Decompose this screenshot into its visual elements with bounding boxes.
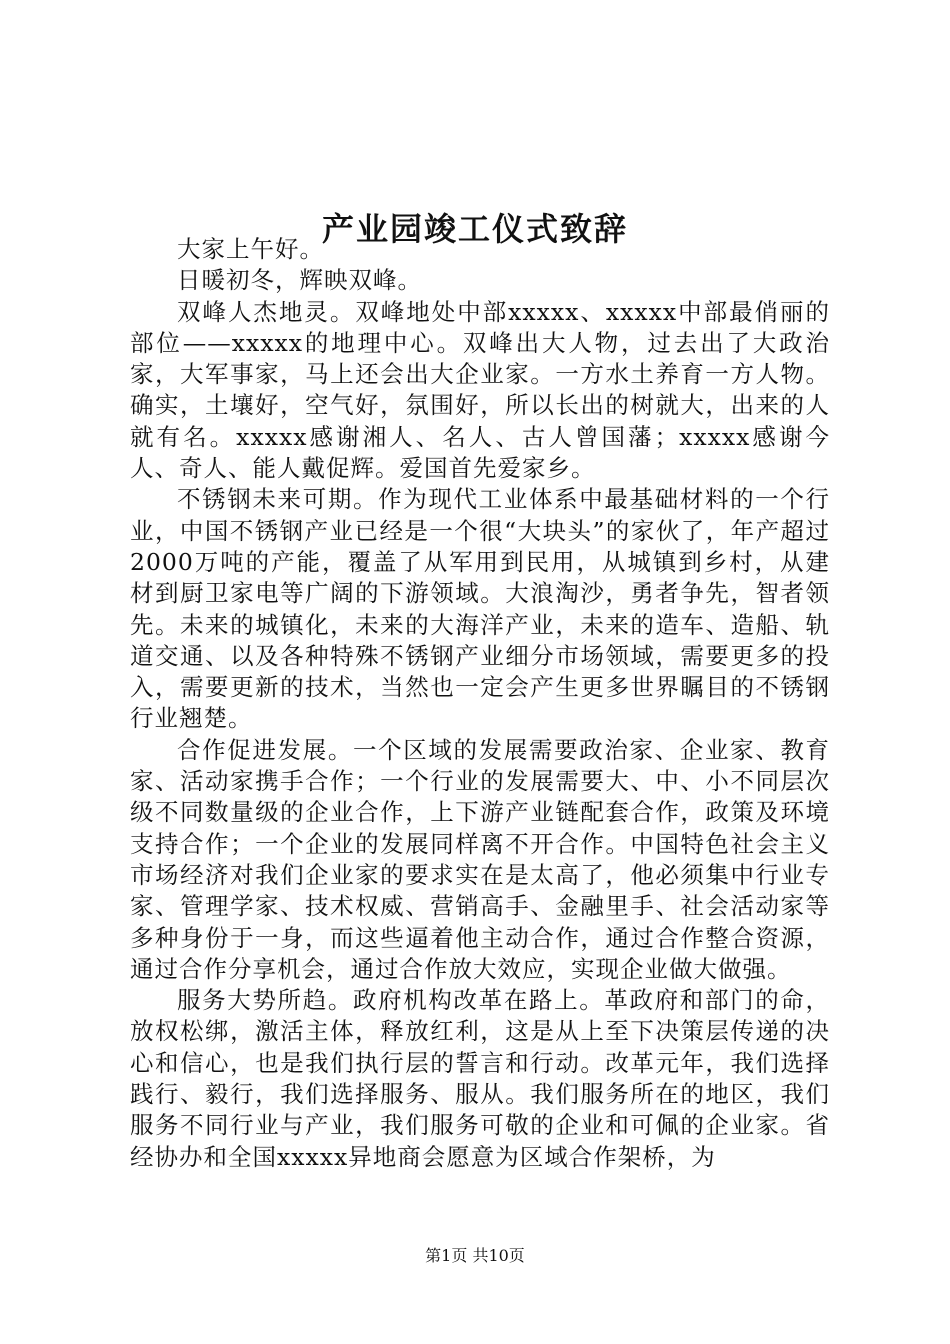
paragraph-stainless-steel: 不锈钢未来可期。作为现代工业体系中最基础材料的一个行业，中国不锈钢产业已经是一个很“大块头”的家伙了，年产超过2000万吨的产能，覆盖了从军用到民用，从城镇到乡村，从建材到厨卫家电等广阔的下游领域。大浪淘沙，勇者争先，智者领先。未来的城镇化，未来的大海洋产业，未来的造车、造船、轨道交通、以及各种特殊不锈钢产业细分市场领域，需要更多的投入，需要更新的技术，当然也一定会产生更多世界瞩目的不锈钢行业翘楚。 [130, 485, 830, 733]
paragraph-opening: 日暖初冬，辉映双峰。 [177, 266, 422, 295]
page-number-footer: 第1页 共10页 [425, 1246, 525, 1265]
document-body [130, 234, 830, 1173]
paragraph-shuangfeng: 双峰人杰地灵。双峰地处中部xxxxx、xxxxx中部最俏丽的部位——xxxxx的地理中心。双峰出大人物，过去出了大政治家，大军事家，马上还会出大企业家。一方水土养育一方人物。确实，土壤好，空气好，氛围好，所以长出的树就大，出来的人就有名。xxxxx感谢湘人、名人、古人曾国藩；xxxxx感谢今人、奇人、能人戴促辉。爱国首先爱家乡。 [130, 297, 830, 483]
paragraph-service: 服务大势所趋。政府机构改革在路上。革政府和部门的命，放权松绑，激活主体，释放红利，这是从上至下决策层传递的决心和信心，也是我们执行层的誓言和行动。改革元年，我们选择践行、毅行，我们选择服务、服从。我们服务所在的地区，我们服务不同行业与产业，我们服务可敬的企业和可佩的企业家。省经协办和全国xxxxx异地商会愿意为区域合作架桥，为 [130, 986, 830, 1171]
paragraph-greeting: 大家上午好。 [177, 235, 324, 263]
paragraph-cooperation: 合作促进发展。一个区域的发展需要政治家、企业家、教育家、活动家携手合作；一个行业的发展需要大、中、小不同层次级不同数量级的企业合作，上下游产业链配套合作，政策及环境支持合作；一个企业的发展同样离不开合作。中国特色社会主义市场经济对我们企业家的要求实在是太高了，他必须集中行业专家、管理学家、技术权威、营销高手、金融里手、社会活动家等多种身份于一身，而这些逼着他主动合作，通过合作整合资源，通过合作分享机会，通过合作放大效应，实现企业做大做强。 [130, 735, 830, 983]
document-title: 产业园竣工仪式致辞 [321, 210, 628, 249]
